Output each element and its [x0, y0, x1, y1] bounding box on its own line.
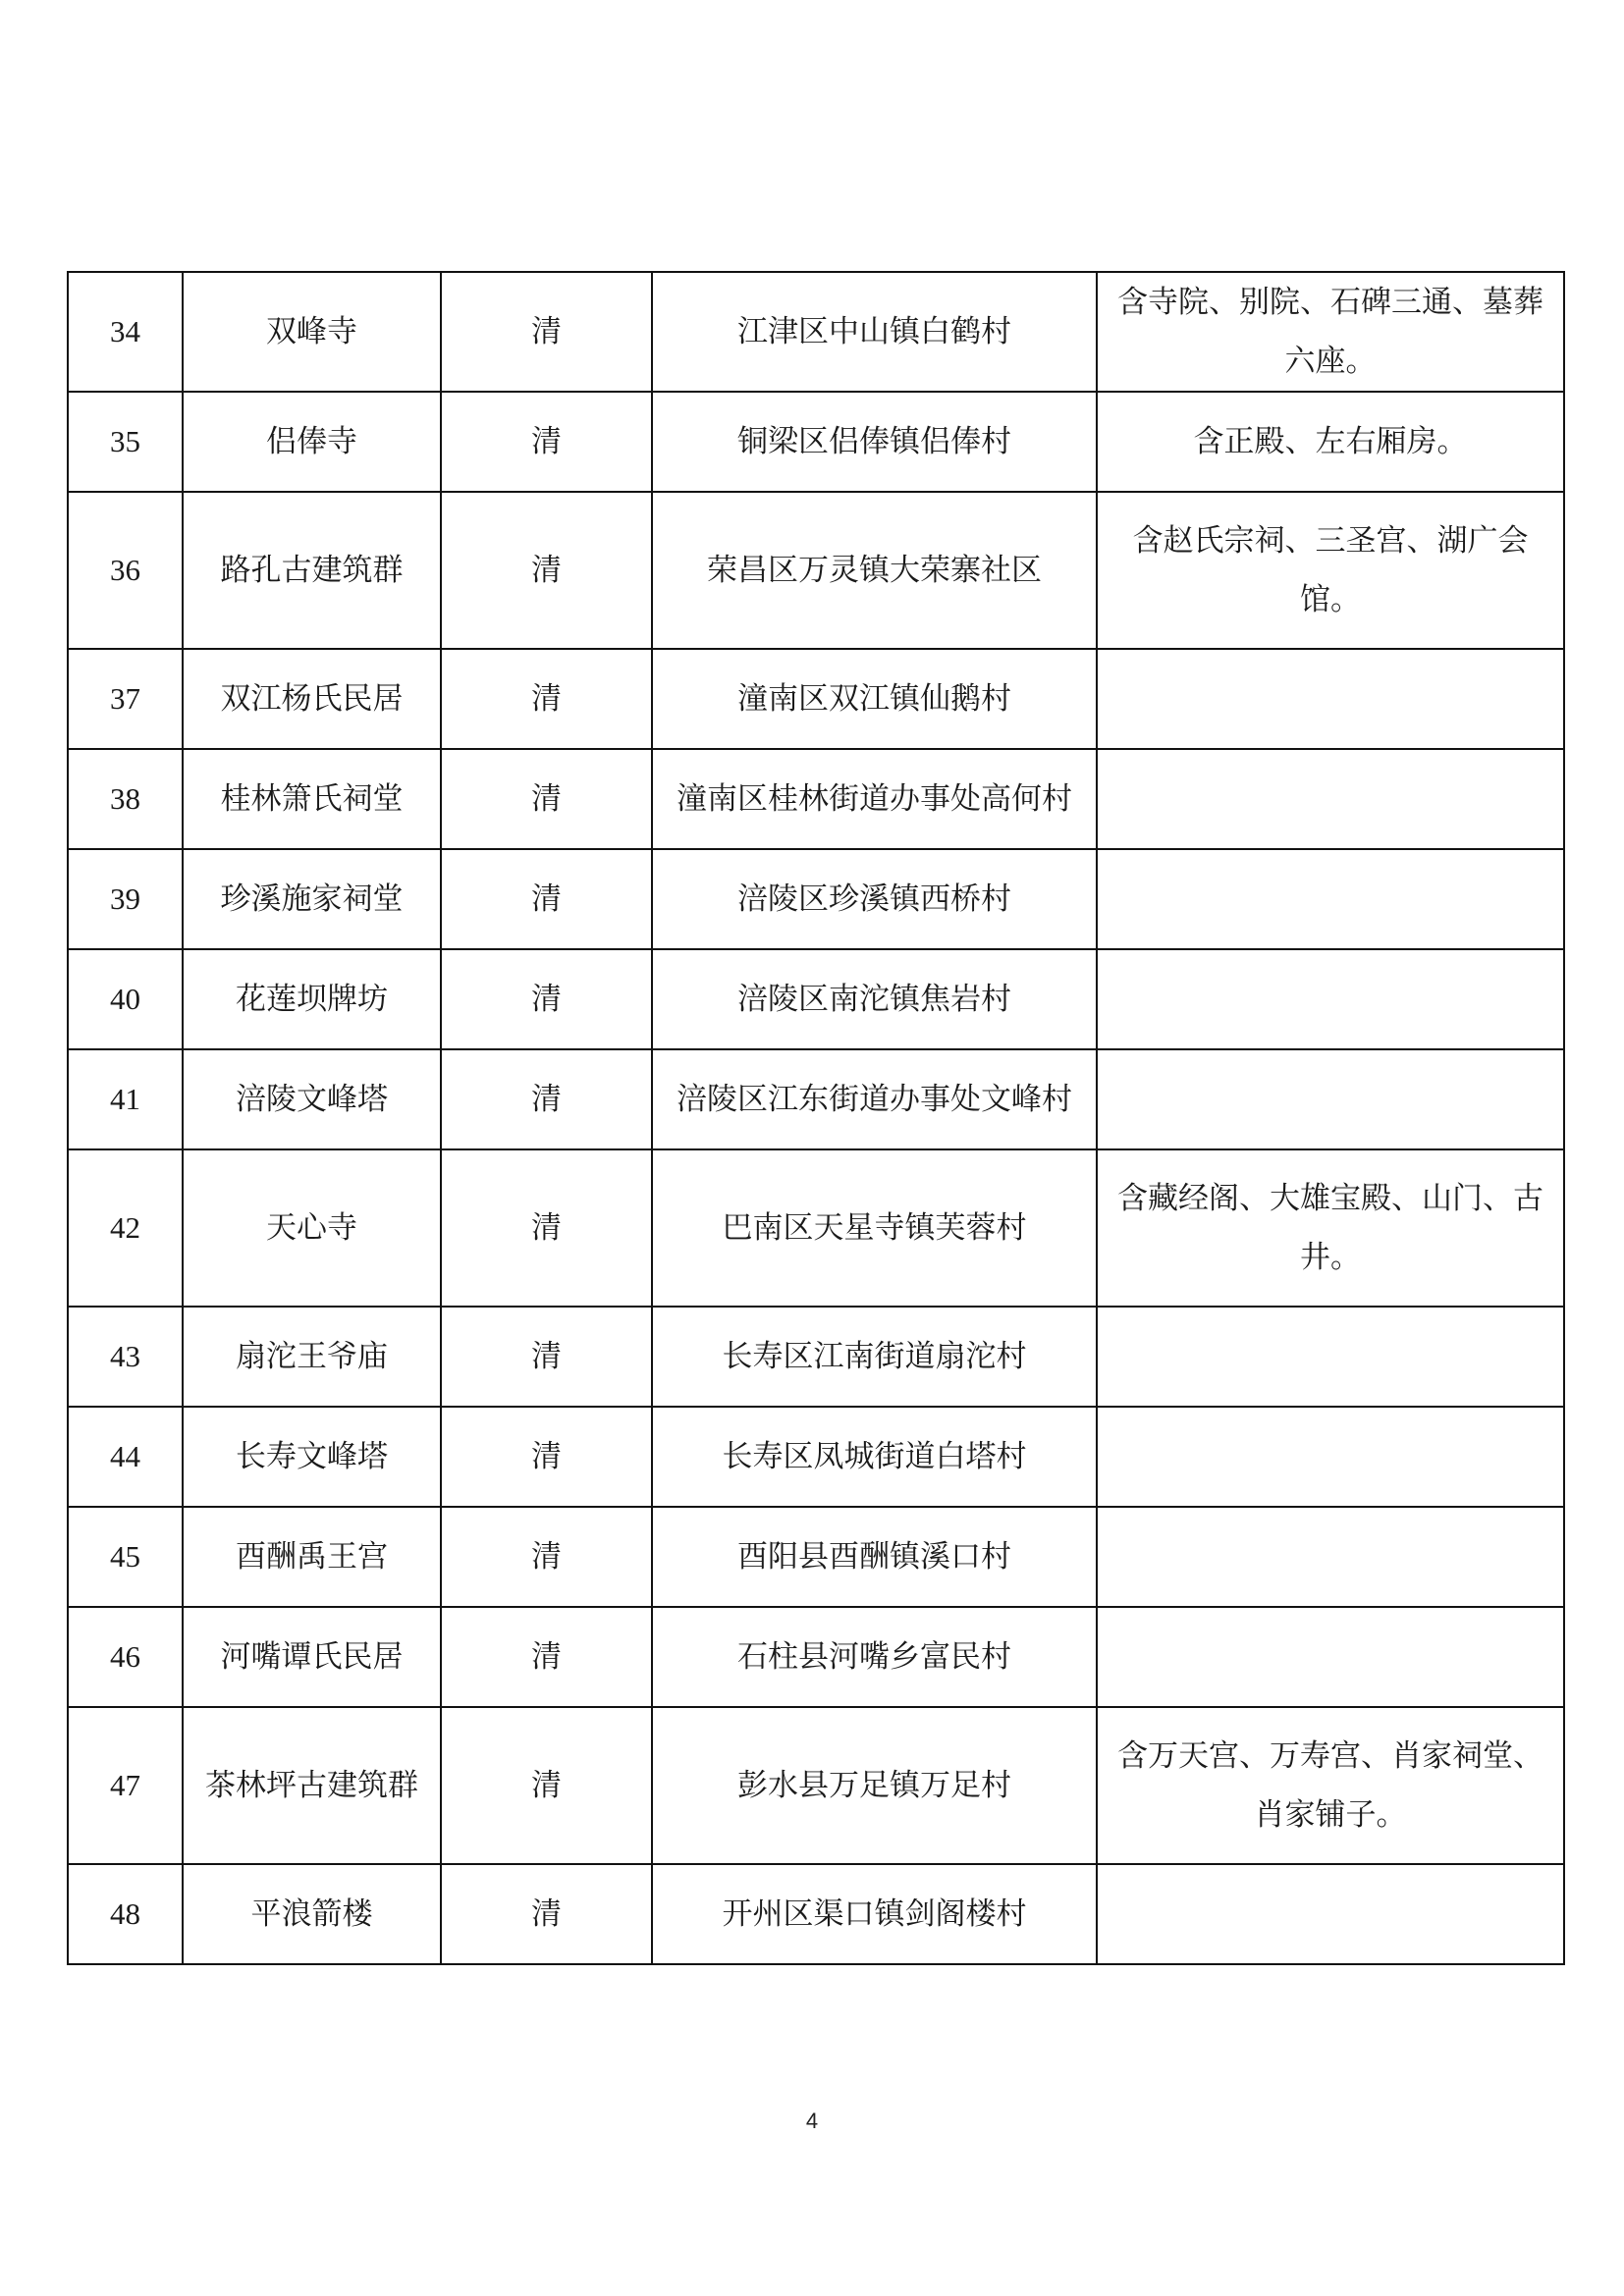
- table-row: [68, 1607, 1564, 1707]
- site-name: 涪陵文峰塔: [183, 1049, 441, 1149]
- era: 清: [441, 1507, 652, 1607]
- table-row: [68, 649, 1564, 749]
- table-row: [68, 492, 1564, 649]
- location: 江津区中山镇白鹤村: [652, 272, 1097, 392]
- note: [1097, 749, 1564, 849]
- table-row: [68, 392, 1564, 492]
- location: 彭水县万足镇万足村: [652, 1707, 1097, 1864]
- row-number: 42: [68, 1149, 183, 1307]
- era: 清: [441, 1049, 652, 1149]
- location: 长寿区江南街道扇沱村: [652, 1307, 1097, 1407]
- era: 清: [441, 1864, 652, 1964]
- location: 涪陵区南沱镇焦岩村: [652, 949, 1097, 1049]
- site-name: 酉酬禹王宫: [183, 1507, 441, 1607]
- location: 石柱县河嘴乡富民村: [652, 1607, 1097, 1707]
- note: [1097, 1049, 1564, 1149]
- row-number: 47: [68, 1707, 183, 1864]
- note: [1097, 649, 1564, 749]
- row-number: 34: [68, 272, 183, 392]
- row-number: 41: [68, 1049, 183, 1149]
- note: [1097, 949, 1564, 1049]
- row-number: 43: [68, 1307, 183, 1407]
- table-row: [68, 849, 1564, 949]
- site-name: 长寿文峰塔: [183, 1407, 441, 1507]
- era: 清: [441, 1607, 652, 1707]
- era: 清: [441, 1407, 652, 1507]
- row-number: 36: [68, 492, 183, 649]
- location: 酉阳县酉酬镇溪口村: [652, 1507, 1097, 1607]
- era: 清: [441, 649, 652, 749]
- era: 清: [441, 849, 652, 949]
- note: 含藏经阁、大雄宝殿、山门、古井。: [1097, 1149, 1564, 1307]
- location: 潼南区桂林街道办事处高何村: [652, 749, 1097, 849]
- note: [1097, 1507, 1564, 1607]
- location: 开州区渠口镇剑阁楼村: [652, 1864, 1097, 1964]
- table-row: [68, 1049, 1564, 1149]
- era: 清: [441, 949, 652, 1049]
- table-row: [68, 1407, 1564, 1507]
- table-row: [68, 749, 1564, 849]
- site-name: 茶林坪古建筑群: [183, 1707, 441, 1864]
- note: [1097, 1864, 1564, 1964]
- location: 涪陵区珍溪镇西桥村: [652, 849, 1097, 949]
- note: [1097, 1607, 1564, 1707]
- page-number: 4: [805, 2109, 819, 2133]
- location: 巴南区天星寺镇芙蓉村: [652, 1149, 1097, 1307]
- note: [1097, 1307, 1564, 1407]
- era: 清: [441, 392, 652, 492]
- location: 铜梁区侣俸镇侣俸村: [652, 392, 1097, 492]
- site-name: 侣俸寺: [183, 392, 441, 492]
- row-number: 44: [68, 1407, 183, 1507]
- era: 清: [441, 749, 652, 849]
- location: 长寿区凤城街道白塔村: [652, 1407, 1097, 1507]
- row-number: 45: [68, 1507, 183, 1607]
- row-number: 48: [68, 1864, 183, 1964]
- site-name: 河嘴谭氏民居: [183, 1607, 441, 1707]
- era: 清: [441, 272, 652, 392]
- era: 清: [441, 492, 652, 649]
- site-name: 花莲坝牌坊: [183, 949, 441, 1049]
- note: 含万天宫、万寿宫、肖家祠堂、肖家铺子。: [1097, 1707, 1564, 1864]
- note: 含赵氏宗祠、三圣宫、湖广会馆。: [1097, 492, 1564, 649]
- table-row: [68, 1707, 1564, 1864]
- table-row: [68, 1864, 1564, 1964]
- note: [1097, 1407, 1564, 1507]
- era: 清: [441, 1149, 652, 1307]
- site-name: 双峰寺: [183, 272, 441, 392]
- table-row: [68, 1507, 1564, 1607]
- heritage-site-table: [67, 271, 1565, 1965]
- site-name: 扇沱王爷庙: [183, 1307, 441, 1407]
- row-number: 40: [68, 949, 183, 1049]
- site-name: 天心寺: [183, 1149, 441, 1307]
- site-name: 珍溪施家祠堂: [183, 849, 441, 949]
- table-row: [68, 949, 1564, 1049]
- era: 清: [441, 1707, 652, 1864]
- site-name: 双江杨氏民居: [183, 649, 441, 749]
- table-row: [68, 1307, 1564, 1407]
- row-number: 37: [68, 649, 183, 749]
- table-row: [68, 272, 1564, 392]
- location: 荣昌区万灵镇大荣寨社区: [652, 492, 1097, 649]
- row-number: 38: [68, 749, 183, 849]
- location: 涪陵区江东街道办事处文峰村: [652, 1049, 1097, 1149]
- site-name: 路孔古建筑群: [183, 492, 441, 649]
- row-number: 46: [68, 1607, 183, 1707]
- row-number: 35: [68, 392, 183, 492]
- note: [1097, 849, 1564, 949]
- note: 含寺院、别院、石碑三通、墓葬六座。: [1097, 272, 1564, 392]
- era: 清: [441, 1307, 652, 1407]
- site-name: 桂林箫氏祠堂: [183, 749, 441, 849]
- table-row: [68, 1149, 1564, 1307]
- location: 潼南区双江镇仙鹅村: [652, 649, 1097, 749]
- site-name: 平浪箭楼: [183, 1864, 441, 1964]
- row-number: 39: [68, 849, 183, 949]
- note: 含正殿、左右厢房。: [1097, 392, 1564, 492]
